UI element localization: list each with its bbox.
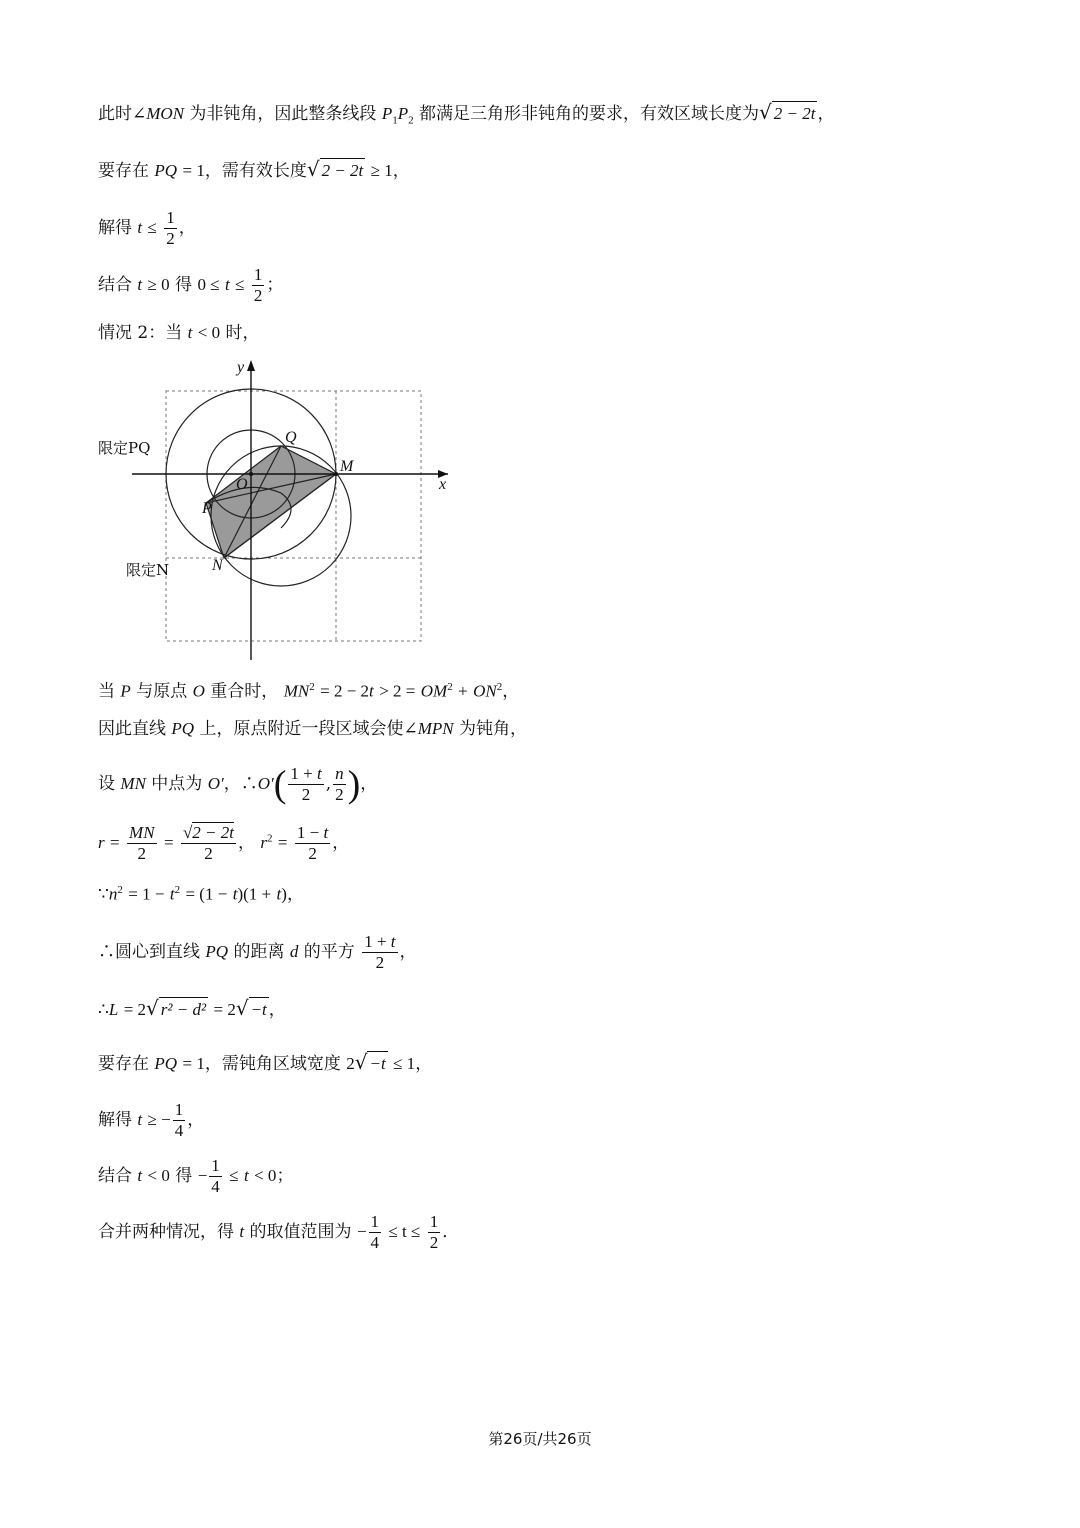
y-arrow-icon <box>247 360 255 371</box>
label-m: M <box>340 458 354 475</box>
label-p: P <box>202 500 212 517</box>
text-line: 设 MN 中点为 O′，∴O′( $\frac{1 + t}{2}$ , $\frac{n}{2}$ )， <box>98 763 378 806</box>
label-y: y <box>237 359 245 376</box>
text-line: 解得 t ≤ $\frac{1}{2}$ ， <box>98 208 196 248</box>
geometry-figure <box>96 358 466 663</box>
label-restrict-pq: 限定PQ <box>98 439 151 457</box>
shaded-triangle <box>206 446 336 558</box>
text-line: r = $\frac{MN}{2}$ = $\frac{√2 - 2t}{2}$ ， $r^2$ = $\frac{1 - t}{2}$ ， <box>98 823 350 863</box>
label-x: x <box>439 476 447 493</box>
text-line: 因此直线 PQ 上，原点附近一段区域会使∠MPN 为钝角， <box>98 719 528 739</box>
label-restrict-n: 限定N <box>126 561 170 579</box>
text-line: 情况 2：当 t < 0 时， <box>98 323 260 343</box>
label-o: O <box>236 476 248 493</box>
text-line: ∴圆心到直线 PQ 的距离 d 的平方 $\frac{1 + t}{2}$ ， <box>98 932 417 972</box>
label-n: N <box>212 557 223 574</box>
text-line: $\because n^2 = 1 - t^2 = (1 - t)(1 + t)$， <box>98 884 304 905</box>
geometry-diagram <box>96 358 466 663</box>
label-q: Q <box>285 429 297 446</box>
text-line: 结合 t < 0 得 − $\frac{1}{4}$ ≤ t < 0； <box>98 1156 294 1196</box>
text-line: 解得 t ≥ − $\frac{1}{4}$ ， <box>98 1100 205 1140</box>
page-footer: 第26页/共26页 <box>488 1430 592 1448</box>
text-line: 合并两种情况，得 t 的取值范围为 − $\frac{1}{4}$ ≤ t ≤ $\frac{1}{2}$ ． <box>98 1212 460 1252</box>
text-line: 此时∠MON 为非钝角，因此整条线段 $P_1P_2$ 都满足三角形非钝角的要求，有效区域长度为√ 2 − 2t ， <box>98 100 835 127</box>
text-line: ∴L = 2√ r² − d² = 2√ −t ， <box>98 996 286 1020</box>
text-line: 结合 t ≥ 0 得 0 ≤ t ≤ $\frac{1}{2}$ ； <box>98 265 284 305</box>
text-line: 要存在 PQ = 1，需有效长度√ 2 − 2t ≥ 1， <box>98 157 410 181</box>
text-line: 当 P 与原点 O 重合时， $MN^2 = 2 - 2t > 2 = OM^2 + ON^2$， <box>98 681 520 702</box>
text-line: 要存在 PQ = 1，需钝角区域宽度 2√ −t ≤ 1， <box>98 1050 433 1074</box>
